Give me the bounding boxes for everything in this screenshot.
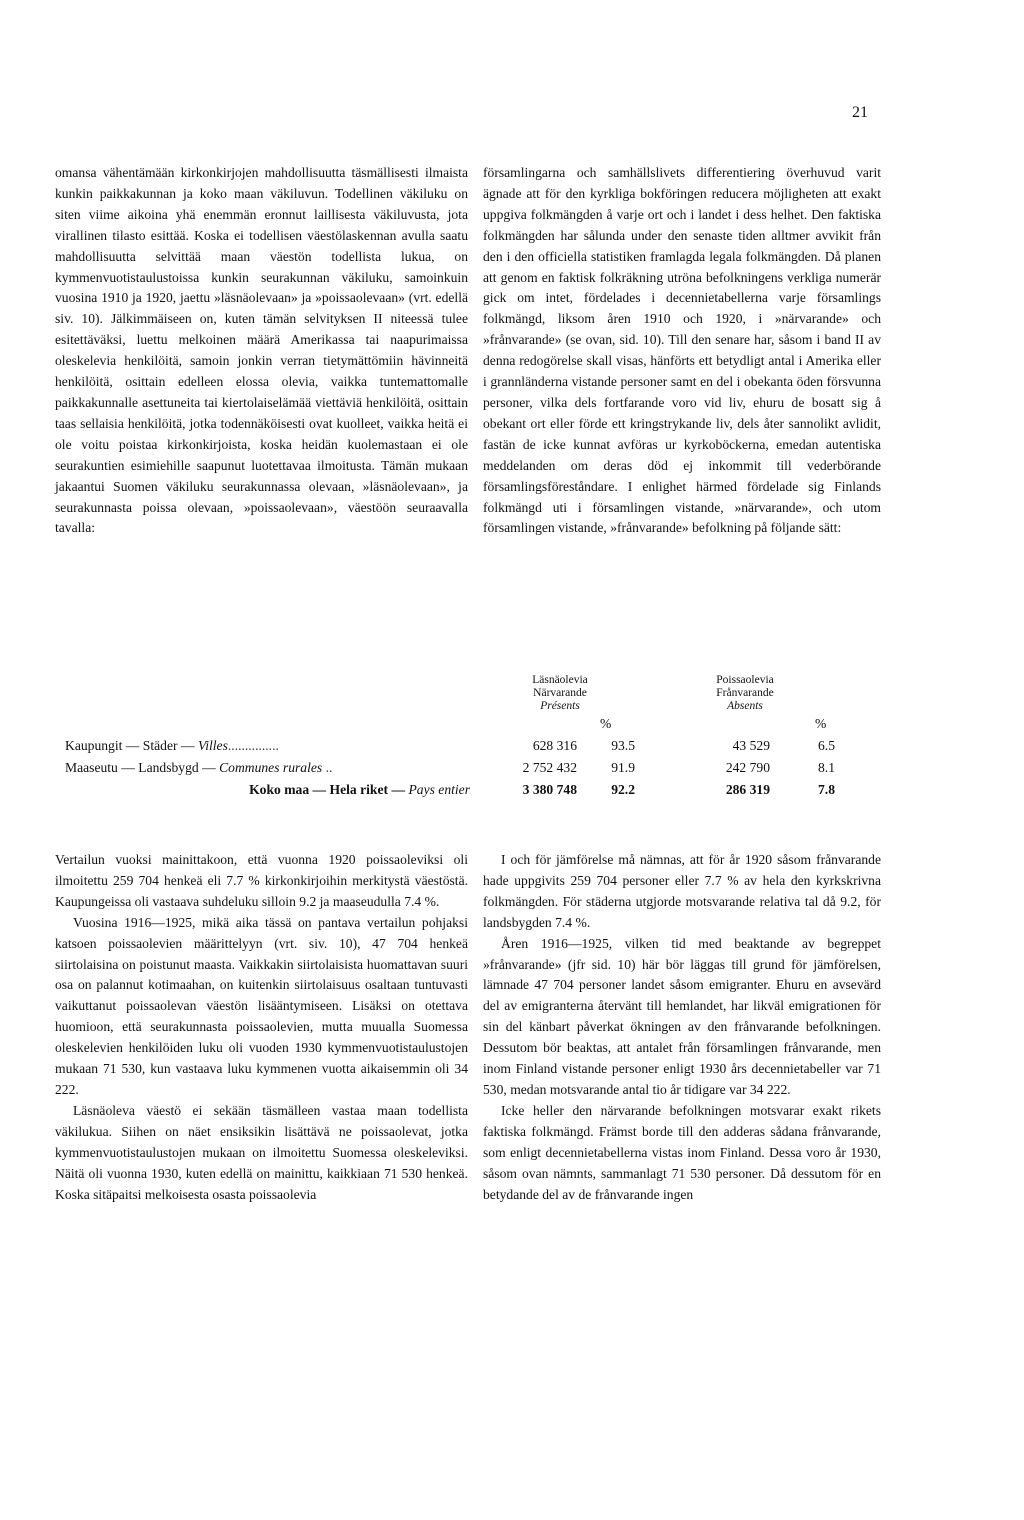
table-row-rural: Maaseutu — Landsbygd — Communes rurales .. 2 752 432 91.9 242 790 8.1: [65, 760, 835, 775]
paragraph: omansa vähentämään kirkonkirjojen mahdollisuutta täsmällisesti ilmaista kunkin paikkakunnan ja koko maan väkiluvun. Todellinen väkiluku on siten viime aikoina yhä enemmän eronnut laillisesta väkiluvusta, jota virallinen tilasto esittää. Koska ei todellisen väestölaskennan avulla saatu mahdollisuutta selvittää maan väestön todellista lukua, on kymmenvuotistaulustoissa kunkin seurakunnan väkiluku, samoinkuin vuosina 1910 ja 1920, jaettu »läsnäolevaan» ja »poissaolevaan» (vrt. edellä siv. 10). Jälkimmäiseen on, kuten tämän selvityksen II niteessä tulee esitettäväksi, luettu melkoinen määrä Amerikassa tai naapurimaissa oleskelevia henkilöitä, samoin jonkin verran tietymättömiin hävinneitä henkilöitä, osittain edelleen elossa olevia, vaikka tuntemattomalle paikkakunnalle asettuneita tai kiertolaiselämää viettäviä henkilöitä, osittain taas sellaisia henkilöitä, jotka todennäköisesti ovat kuolleet, vaikka heitä ei ole voitu poistaa kirkonkirjoista, koska heidän kuolemastaan ei ole seurakuntien esimiehille saapunut luotettavaa ilmoitusta. Tämän mukaan jakaantui Suomen väkiluku seurakunnassa olevaan, »läsnäolevaan», ja seurakunnasta poissa olevaan, »poissaolevaan», väestöön seuraavalla tavalla:: [55, 165, 468, 536]
page-number: 21: [852, 104, 868, 121]
paragraph: församlingarna och samhällslivets differentiering överhuvud varit ägnade att för den kyrkliga bokföringen reducera möjligheten att exakt uppgiva folkmängden å varje ort och i landet i dess helhet. Den faktiska folkmängden har sålunda under den senaste tiden alltmer avvikit från den i den officiella statistiken framlagda legala folkmängden. Då planen att genom en faktisk folkräkning utröna befolkningens verkliga numerär gick om intet, fördelades i decennietabellerna varje församlings folkmängd, liksom åren 1910 och 1920, i »närvarande» och »frånvarande» (se ovan, sid. 10). Till den senare har, såsom i band II av denna redogörelse skall visas, hänförts ett betydligt antal i Amerika eller i grannländerna vistande personer samt en del i obekanta öden försvunna personer, vilka dels fortfarande voro vid liv, ehuru de bosatt sig å obekant ort eller förde ett kringstrykande liv, dels åter sannolikt avlidit, fastän de icke kunnat avföras ur kyrkoböckerna, emedan autentiska meddelanden om deras död ej inkommit till vederbörande församlingsföreståndare. I enlighet härmed fördelade sig Finlands folkmängd uti i församlingen vistande, »närvarande», och utom församlingen vistande, »frånvarande» befolkning på följande sätt:: [483, 165, 881, 536]
pct-header-absent: %: [815, 716, 827, 731]
table-row-total: Koko maa — Hela riket — Pays entier 3 380 748 92.2 286 319 7.8: [65, 782, 885, 802]
row-label: Kaupungit — Städer — Villes...............: [65, 738, 279, 753]
paragraph: Icke heller den närvarande befolkningen motsvarar exakt rikets faktiska folkmängd. Främst borde till den adderas sådana frånvarande, som enligt decennietabellerna vistas inom Finland. Dessa voro år 1930, såsom ovan nämnts, sammanlagt 71 530 personer. Då dessutom för en betydande del av de frånvarande ingen: [483, 1102, 881, 1202]
paragraph: Vertailun vuoksi mainittakoon, että vuonna 1920 poissaoleviksi oli ilmoitettu 259 704 henkeä eli 7.7 % kirkonkirjoihin merkitystä väestöstä. Kaupungeissa oli vastaava suhdeluku silloin 9.2 ja maaseudulla 7.4 %.: [55, 852, 468, 909]
paragraph: Vuosina 1916—1925, mikä aika tässä on pantava vertailun pohjaksi katsoen poissaolevien määrittelyyn (vrt. siv. 10), 47 704 henkeä siirtolaisina on poistunut maasta. Vaikkakin siirtolaisista huomattavan suuri osa on palannut kotimaahan, on kuitenkin siirtolaisuus osaltaan tuntuvasti vaikuttanut poissaolevan väestön lisääntymiseen. Lisäksi on otettava huomioon, että seurakunnasta poissaolevien, mutta muualla Suomessa oleskelevien henkilöiden luku oli vuoden 1930 kymmenvuotistaulustojen mukaan 71 530, kun vastaava luku kymmenen vuotta aikaisemmin oli 34 222.: [55, 914, 468, 1097]
finnish-column-top: [55, 163, 468, 539]
header-present: Läsnäolevia Närvarande Présents: [532, 674, 588, 712]
paragraph: I och för jämförelse må nämnas, att för år 1920 såsom frånvarande hade uppgivits 259 704 personer eller 7.7 % av hela den kyrkskrivna folkmängden. För städerna utgjorde motsvarande relativa tal då 9.2, för landsbygden 7.4 %.: [483, 852, 881, 930]
finnish-column-bottom: [55, 850, 468, 1205]
header-absent: Poissaolevia Frånvarande Absents: [716, 674, 774, 712]
paragraph: Läsnäoleva väestö ei sekään täsmälleen vastaa maan todellista väkilukua. Siihen on näet ensiksikin lisättävä ne poissaolevat, jotka kymmenvuotistaulustojen mukaan on ilmoitettu Suomessa oleskeleviksi. Näitä oli vuonna 1930, kuten edellä on mainittu, kaikkiaan 71 530 henkeä. Koska sitäpaitsi melkoisesta osasta poissaolevia: [55, 1102, 468, 1202]
row-label: Maaseutu — Landsbygd — Communes rurales ..: [65, 760, 333, 775]
population-table: [65, 674, 885, 804]
pct-header-present: %: [600, 716, 612, 731]
table-row-cities: Kaupungit — Städer — Villes............... 628 316 93.5 43 529 6.5: [65, 738, 835, 753]
row-label: Koko maa — Hela riket — Pays entier: [249, 782, 470, 797]
paragraph: Åren 1916—1925, vilken tid med beaktande av begreppet »frånvarande» (jfr sid. 10) här bör läggas till grund för jämförelsen, lämnade 47 704 personer landet såsom emigranter. Ehuru en avsevärd del av emigranterna återvänt till hemlandet, har likväl emigrationen för sin del känbart påverkat ökningen av den frånvarande befolkningen. Dessutom bör beaktas, att antalet från församlingen frånvarande, men inom Finland vistande personer enligt 1930 års decennietabeller var 71 530, medan motsvarande antal tio år tidigare var 34 222.: [483, 935, 881, 1097]
swedish-column-top: [483, 163, 881, 539]
swedish-column-bottom: [483, 850, 881, 1205]
